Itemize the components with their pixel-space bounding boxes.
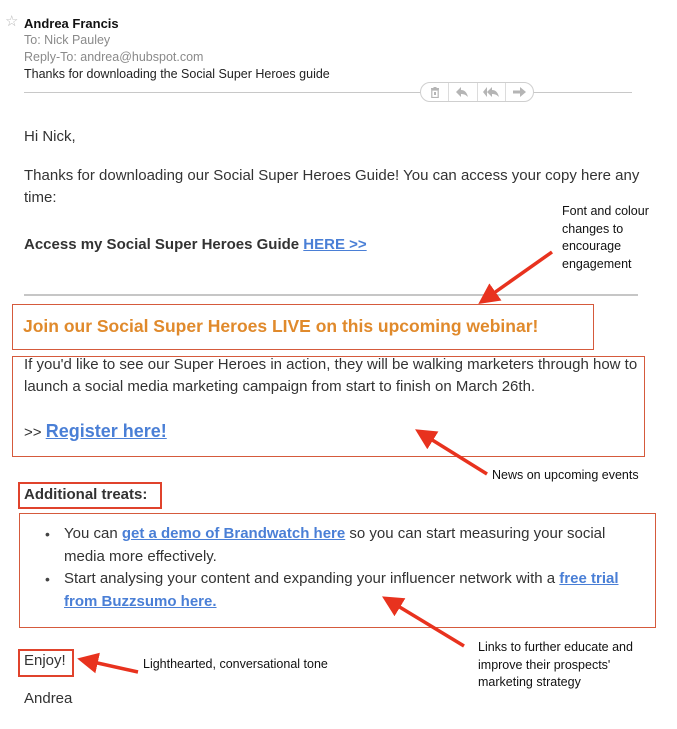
reply-all-icon <box>483 87 500 97</box>
signature: Andrea <box>24 690 73 707</box>
annotation-font-colour: Font and colour changes to encourage engagement <box>562 204 649 271</box>
treats-list <box>45 523 645 613</box>
to-recipient: Nick Pauley <box>44 33 111 47</box>
forward-button[interactable] <box>506 83 533 101</box>
intro-paragraph: Thanks for downloading our Social Super Heroes Guide! You can access your copy here any time: <box>24 167 640 206</box>
reply-to-address: andrea@hubspot.com <box>80 50 204 64</box>
treat-text-before: Start analysing your content and expanding your influencer network with a <box>64 570 560 587</box>
arrow-font-colour <box>484 252 552 300</box>
reply-all-button[interactable] <box>478 83 506 101</box>
message-toolbar <box>420 82 534 102</box>
delete-button[interactable] <box>421 83 449 101</box>
access-guide-line <box>24 234 367 256</box>
access-guide-label: Access my Social Super Heroes Guide <box>24 236 300 253</box>
email-subject: Thanks for downloading the Social Super Heroes guide <box>24 67 330 81</box>
annotation-links: Links to further educate and improve their prospects' marketing strategy <box>478 640 633 689</box>
reply-to-line <box>24 50 203 64</box>
buzzsumo-trial-link[interactable]: free trial from Buzzsumo here. <box>64 570 619 610</box>
to-label: To: <box>24 33 41 47</box>
list-item <box>45 523 645 568</box>
annotation-tone: Lighthearted, conversational tone <box>143 657 328 671</box>
annotation-news: News on upcoming events <box>492 468 639 482</box>
reply-button[interactable] <box>449 83 477 101</box>
register-prefix: >> <box>24 424 42 441</box>
closing-enjoy: Enjoy! <box>24 652 66 669</box>
trash-icon <box>430 87 440 98</box>
register-link[interactable]: Register here! <box>45 421 167 441</box>
events-paragraph: If you'd like to see our Super Heroes in action, they will be walking marketers through how to launch a social media marketing campaign from start to finish on March 26th. <box>24 356 638 395</box>
body-divider <box>24 294 638 296</box>
brandwatch-demo-link[interactable]: get a demo of Brandwatch here <box>121 525 346 542</box>
reply-icon <box>456 87 469 97</box>
header-divider <box>24 92 632 93</box>
reply-to-label: Reply-To: <box>24 50 77 64</box>
treat-text-before: You can <box>64 525 122 542</box>
to-line <box>24 33 110 47</box>
treats-heading: Additional treats: <box>24 486 148 503</box>
list-item <box>45 568 645 613</box>
treat-text-after: so you can start measuring your social media more effectively. <box>64 525 606 565</box>
greeting: Hi Nick, <box>24 128 76 145</box>
forward-icon <box>513 87 526 97</box>
access-guide-link[interactable]: HERE >> <box>303 236 367 253</box>
register-line <box>24 420 167 444</box>
star-icon[interactable]: ☆ <box>5 13 19 30</box>
webinar-heading: Join our Social Super Heroes LIVE on this upcoming webinar! <box>23 316 539 336</box>
sender-name: Andrea Francis <box>24 16 119 31</box>
arrow-tone <box>84 660 138 672</box>
